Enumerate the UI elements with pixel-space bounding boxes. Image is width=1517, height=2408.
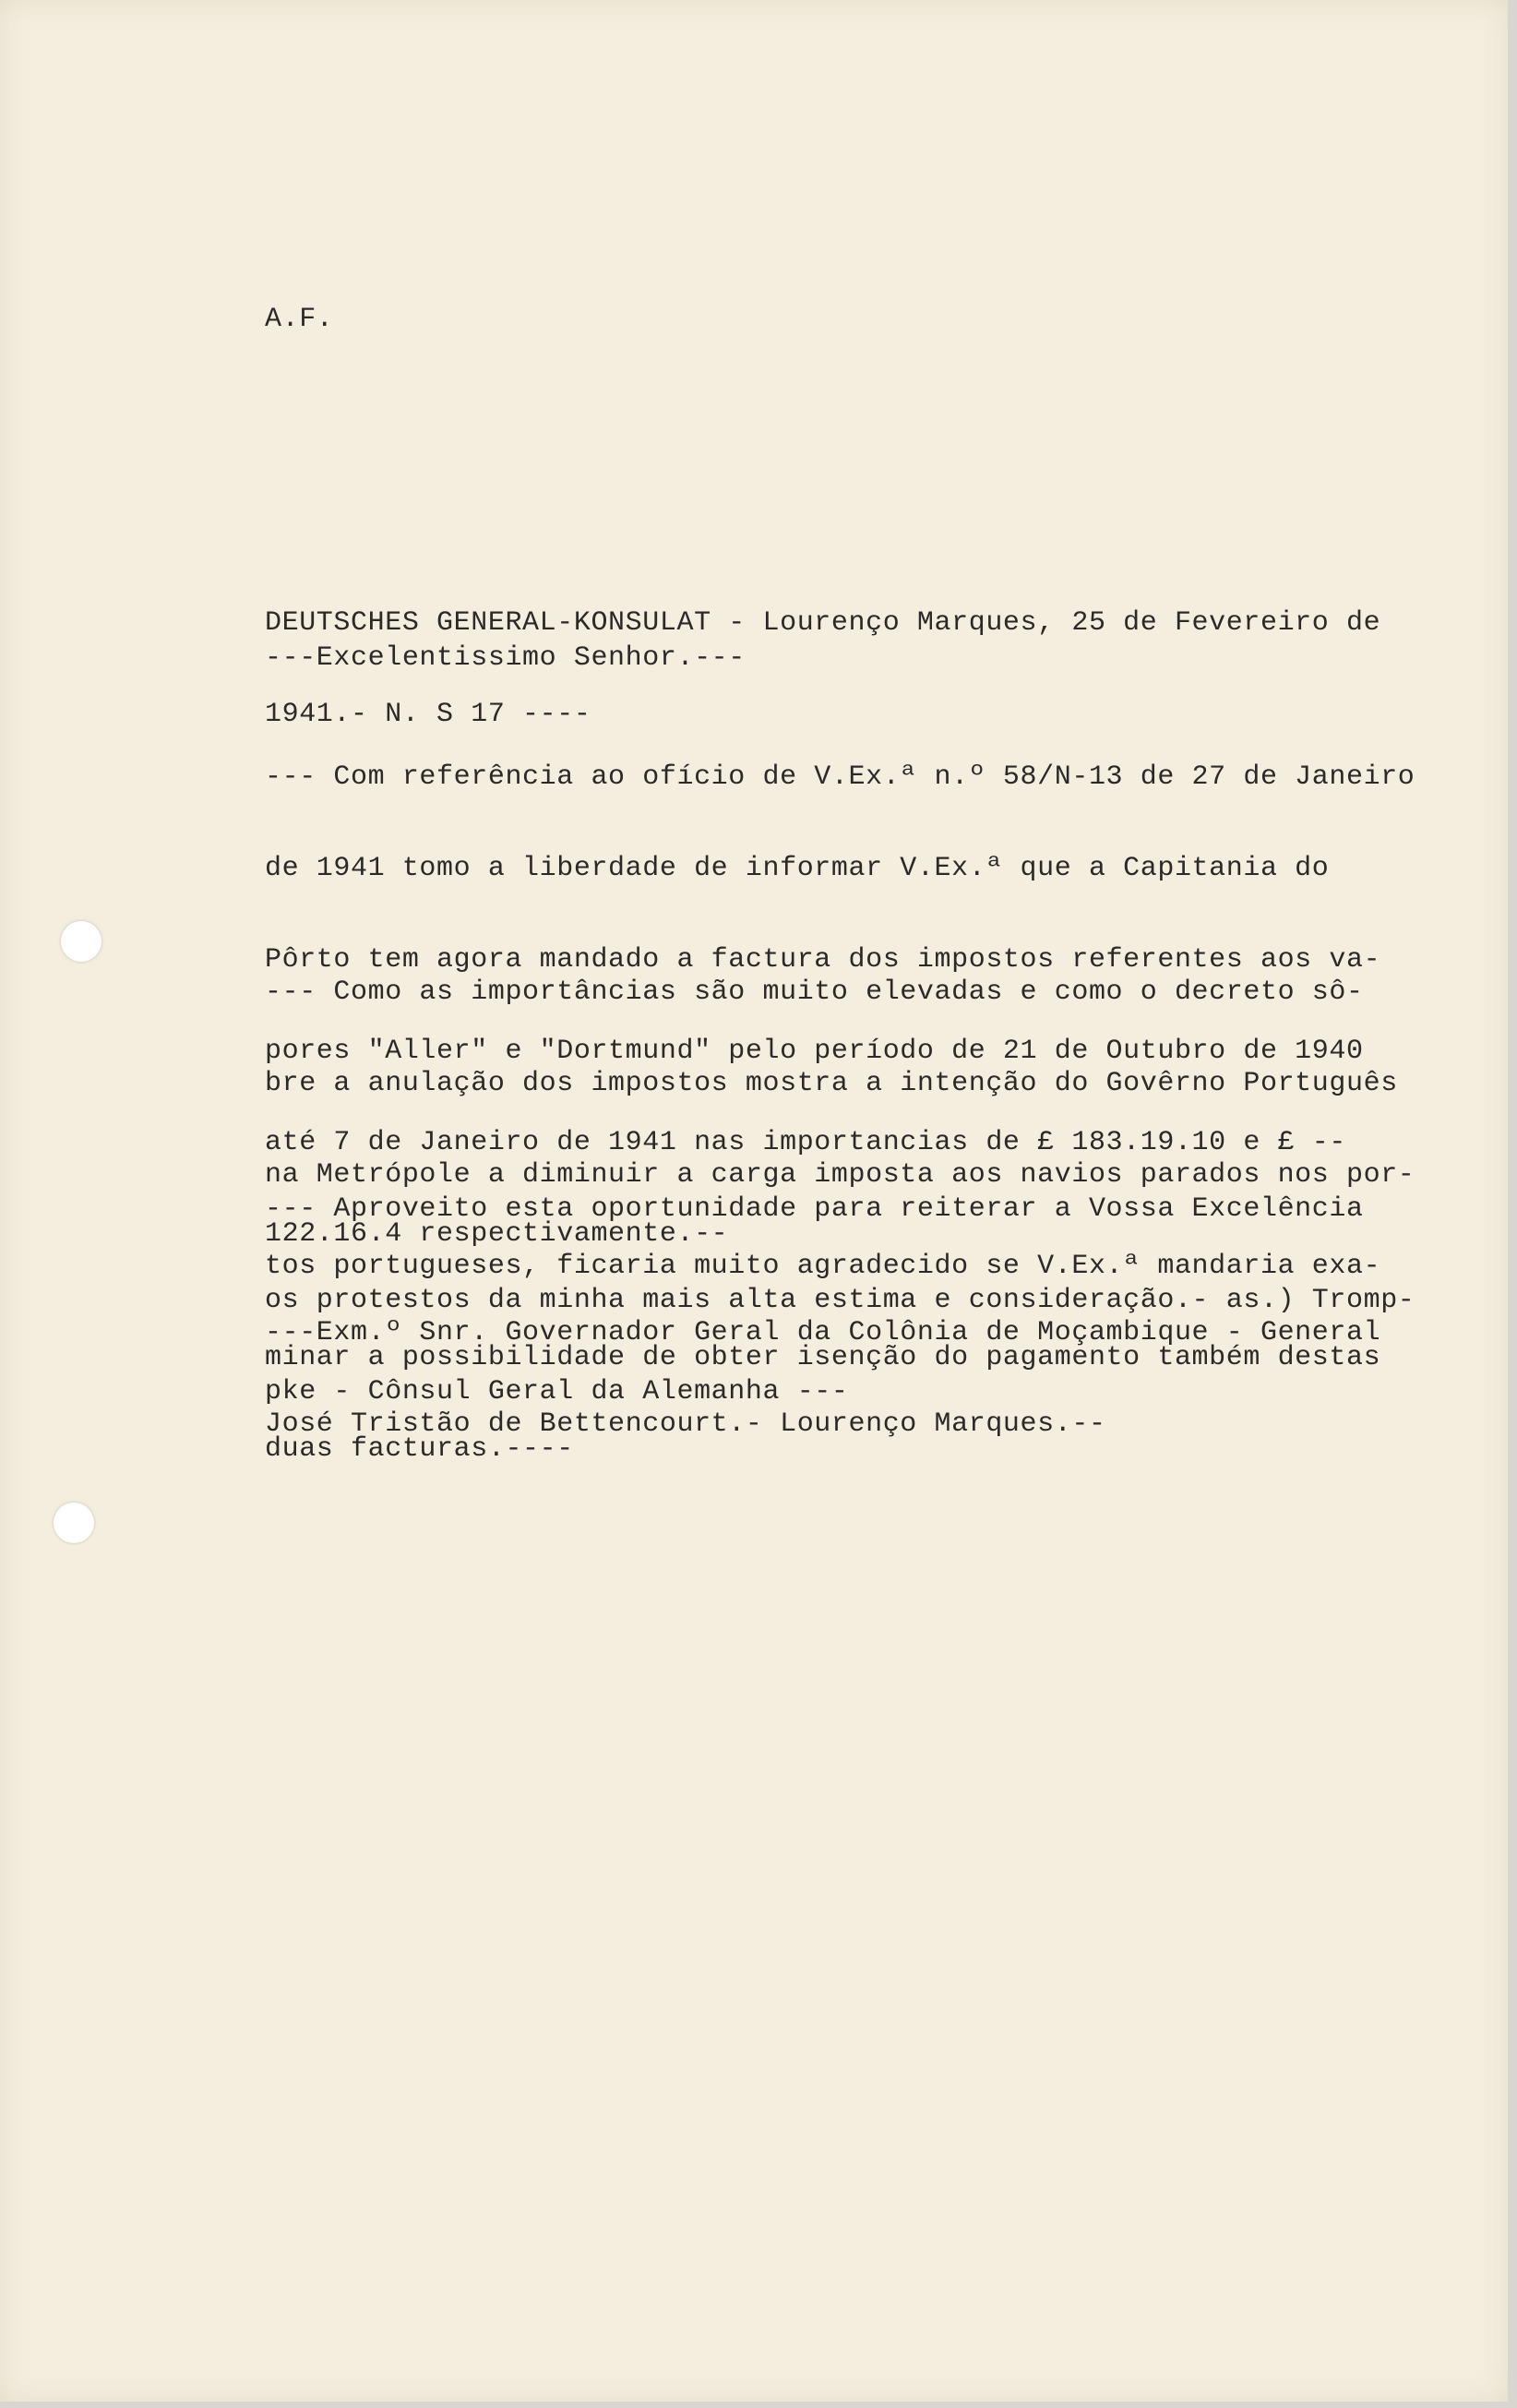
text-line: minar a possibilidade de obter isenção do pagamento também destas [265, 1342, 1381, 1373]
text-line: duas facturas.---- [265, 1433, 574, 1465]
text-line: José Tristão de Bettencourt.- Lourenço Marques.-- [265, 1408, 1106, 1440]
text-line: bre a anulação dos impostos mostra a intenção do Govêrno Português [265, 1068, 1398, 1099]
text-line: Pôrto tem agora mandado a factura dos impostos referentes aos va- [265, 944, 1381, 976]
text-line: 122.16.4 respectivamente.-- [265, 1218, 729, 1250]
text-line: pores "Aller" e "Dortmund" pelo período de 21 de Outubro de 1940 [265, 1036, 1364, 1067]
addressee [265, 1257, 1380, 1501]
text-line: DEUTSCHES GENERAL-KONSULAT - Lourenço Marques, 25 de Fevereiro de [265, 607, 1381, 639]
text-line: ---Exm.º Snr. Governador Geral da Colônia de Moçambique - General [265, 1317, 1381, 1348]
text-line: pke - Cônsul Geral da Alemanha --- [265, 1376, 849, 1408]
text-line: de 1941 tomo a liberdade de informar V.Ex.ª que a Capitania do [265, 853, 1330, 884]
text-line: --- Com referência ao ofício de V.Ex.ª n.º 58/N-13 de 27 de Janeiro [265, 761, 1415, 793]
reference-mark: A.F. [265, 304, 334, 335]
punch-hole [54, 1503, 94, 1543]
text-line: até 7 de Janeiro de 1941 nas importancias de £ 183.19.10 e £ -- [265, 1127, 1346, 1158]
text-line: tos portugueses, ficaria muito agradecido se V.Ex.ª mandaria exa- [265, 1251, 1381, 1282]
text-line: --- Aproveito esta oportunidade para reiterar a Vossa Excelência [265, 1193, 1364, 1225]
salutation: ---Excelentissimo Senhor.--- [265, 642, 746, 674]
text-line: na Metrópole a diminuir a carga imposta aos navios parados nos por- [265, 1159, 1415, 1191]
text-line: 1941.- N. S 17 ---- [265, 699, 591, 730]
text-line: --- Como as importâncias são muito elevadas e como o decreto sô- [265, 976, 1364, 1008]
punch-hole [61, 921, 102, 962]
text-line: os protestos da minha mais alta estima e consideração.- as.) Tromp- [265, 1285, 1415, 1316]
